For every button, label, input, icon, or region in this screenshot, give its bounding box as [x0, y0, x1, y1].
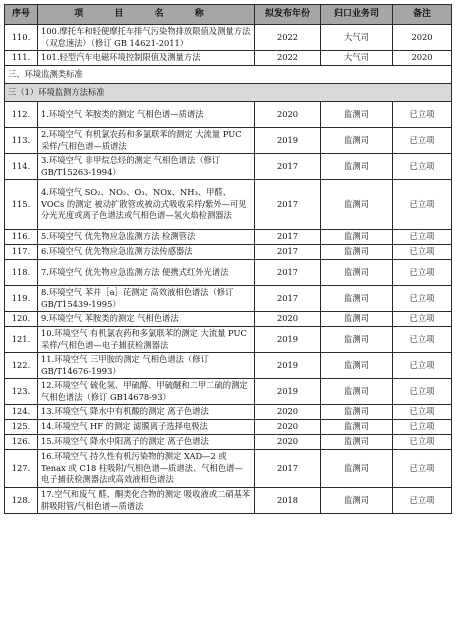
- row-no: 111.: [5, 51, 38, 66]
- row-note: 已立项: [393, 154, 452, 180]
- row-dept: 监测司: [321, 312, 393, 327]
- row-year: 2017: [255, 450, 321, 488]
- row-name: 3.环境空气 非甲烷总烃的测定 气相色谱法（修订 GB/T15263-1994）: [38, 154, 255, 180]
- row-name: 1.环境空气 苯胺类的测定 气相色谱—质谱法: [38, 102, 255, 128]
- row-no: 123.: [5, 379, 38, 405]
- row-dept: 监测司: [321, 379, 393, 405]
- table-row: [5, 260, 452, 286]
- row-no: 118.: [5, 260, 38, 286]
- row-year: 2019: [255, 379, 321, 405]
- row-no: 117.: [5, 245, 38, 260]
- row-note: 2020: [393, 25, 452, 51]
- row-note: 已立项: [393, 230, 452, 245]
- row-name: 7.环境空气 优先物应急监测方法 便携式红外光谱法: [38, 260, 255, 286]
- row-name: 13.环境空气 降水中有机酸的测定 离子色谱法: [38, 405, 255, 420]
- row-year: 2020: [255, 312, 321, 327]
- row-dept: 监测司: [321, 488, 393, 514]
- table-row: [5, 353, 452, 379]
- row-year: 2020: [255, 435, 321, 450]
- row-name: 101.轻型汽车电磁环境控制限值及测量方法: [38, 51, 255, 66]
- row-name: 14.环境空气 HF 的测定 滤膜离子选择电极法: [38, 420, 255, 435]
- row-dept: 监测司: [321, 327, 393, 353]
- row-no: 113.: [5, 128, 38, 154]
- subsection-row: [5, 84, 452, 102]
- row-note: 已立项: [393, 260, 452, 286]
- table-row: [5, 154, 452, 180]
- row-year: 2019: [255, 327, 321, 353]
- row-no: 127.: [5, 450, 38, 488]
- table-row: [5, 128, 452, 154]
- row-no: 120.: [5, 312, 38, 327]
- row-year: 2017: [255, 286, 321, 312]
- row-dept: 监测司: [321, 420, 393, 435]
- row-name: 16.环境空气 持久性有机污染物的测定 XAD—2 或 Tenax 或 C18 柱吸附/气相色谱—质谱法、气相色谱—电子捕获检测器法或高效液相色谱法: [38, 450, 255, 488]
- standards-table: [4, 4, 452, 514]
- row-dept: 大气司: [321, 25, 393, 51]
- row-name: 9.环境空气 苯胺类的测定 气相色谱法: [38, 312, 255, 327]
- row-no: 119.: [5, 286, 38, 312]
- header-dept: 归口业务司: [321, 5, 393, 25]
- row-name: 12.环境空气 硫化氢、甲硫醇、甲硫醚和二甲二硫的测定 气相色谱法（修订 GB14678-93）: [38, 379, 255, 405]
- row-no: 128.: [5, 488, 38, 514]
- table-row: [5, 230, 452, 245]
- section-row: [5, 66, 452, 84]
- row-year: 2020: [255, 405, 321, 420]
- row-year: 2020: [255, 102, 321, 128]
- row-dept: 大气司: [321, 51, 393, 66]
- table-row: [5, 286, 452, 312]
- row-no: 122.: [5, 353, 38, 379]
- row-name: 2.环境空气 有机氯农药和多氯联苯的测定 大流量 PUC 采样/气相色谱—质谱法: [38, 128, 255, 154]
- header-note: 备注: [393, 5, 452, 25]
- row-dept: 监测司: [321, 180, 393, 230]
- table-row: [5, 102, 452, 128]
- row-dept: 监测司: [321, 353, 393, 379]
- row-note: 已立项: [393, 435, 452, 450]
- row-no: 125.: [5, 420, 38, 435]
- row-dept: 监测司: [321, 230, 393, 245]
- header-no: 序号: [5, 5, 38, 25]
- table-row: [5, 450, 452, 488]
- table-row: [5, 488, 452, 514]
- row-dept: 监测司: [321, 128, 393, 154]
- row-name: 6.环境空气 优先物应急监测方法传感器法: [38, 245, 255, 260]
- row-year: 2022: [255, 25, 321, 51]
- header-name: 项 目 名 称: [38, 5, 255, 25]
- row-year: 2017: [255, 245, 321, 260]
- row-no: 112.: [5, 102, 38, 128]
- row-name: 4.环境空气 SO₂、NO₂、O₃、NOx、NH₃、甲醛、VOCs 的测定 被动扩散管或被动式吸收采样/紫外—可见分光光度或离子色谱法或气相色谱—氢火焰检测器法: [38, 180, 255, 230]
- table-row: [5, 180, 452, 230]
- row-year: 2020: [255, 420, 321, 435]
- row-name: 11.环境空气 三甲胺的测定 气相色谱法（修订 GB/T14676-1993）: [38, 353, 255, 379]
- row-year: 2019: [255, 128, 321, 154]
- row-no: 124.: [5, 405, 38, 420]
- row-name: 15.环境空气 降水中阳离子的测定 离子色谱法: [38, 435, 255, 450]
- header-row: [5, 5, 452, 25]
- row-note: 已立项: [393, 312, 452, 327]
- row-note: 已立项: [393, 128, 452, 154]
- table-row: [5, 245, 452, 260]
- row-year: 2017: [255, 230, 321, 245]
- row-name: 17.空气和废气 醛、酮类化合物的测定 吸收液或二硝基苯肼吸附管/气相色谱—质谱法: [38, 488, 255, 514]
- row-note: 已立项: [393, 488, 452, 514]
- row-no: 115.: [5, 180, 38, 230]
- row-dept: 监测司: [321, 405, 393, 420]
- row-name: 5.环境空气 优先物应急监测方法 检测管法: [38, 230, 255, 245]
- row-note: 已立项: [393, 450, 452, 488]
- row-note: 已立项: [393, 102, 452, 128]
- subsection-title: 三（1）环境监测方法标准: [5, 84, 452, 102]
- row-no: 114.: [5, 154, 38, 180]
- row-note: 已立项: [393, 353, 452, 379]
- row-no: 110.: [5, 25, 38, 51]
- table-row: [5, 435, 452, 450]
- row-note: 已立项: [393, 286, 452, 312]
- table-row: [5, 379, 452, 405]
- row-no: 121.: [5, 327, 38, 353]
- table-row: [5, 327, 452, 353]
- row-dept: 监测司: [321, 435, 393, 450]
- row-name: 100.摩托车和轻便摩托车排气污染物排放限值及测量方法（双怠速法）（修订 GB 14621-2011）: [38, 25, 255, 51]
- row-dept: 监测司: [321, 245, 393, 260]
- row-dept: 监测司: [321, 260, 393, 286]
- row-dept: 监测司: [321, 450, 393, 488]
- table-row: [5, 420, 452, 435]
- row-year: 2017: [255, 260, 321, 286]
- row-note: 已立项: [393, 180, 452, 230]
- table-row: [5, 312, 452, 327]
- row-dept: 监测司: [321, 286, 393, 312]
- row-note: 已立项: [393, 245, 452, 260]
- row-year: 2022: [255, 51, 321, 66]
- table-row: [5, 405, 452, 420]
- row-name: 10.环境空气 有机氯农药和多氯联苯的测定 大流量 PUC 采样/气相色谱—电子捕获检测器法: [38, 327, 255, 353]
- row-dept: 监测司: [321, 102, 393, 128]
- row-year: 2017: [255, 180, 321, 230]
- row-dept: 监测司: [321, 154, 393, 180]
- table-row: [5, 51, 452, 66]
- row-note: 已立项: [393, 405, 452, 420]
- row-note: 已立项: [393, 379, 452, 405]
- row-year: 2019: [255, 353, 321, 379]
- section-title: 三、环境监测类标准: [5, 66, 452, 84]
- row-note: 已立项: [393, 420, 452, 435]
- row-year: 2018: [255, 488, 321, 514]
- row-note: 已立项: [393, 327, 452, 353]
- row-name: 8.环境空气 苯并［a］芘测定 高效液相色谱法（修订 GB/T15439-1995）: [38, 286, 255, 312]
- row-note: 2020: [393, 51, 452, 66]
- table-row: [5, 25, 452, 51]
- row-year: 2017: [255, 154, 321, 180]
- row-no: 126.: [5, 435, 38, 450]
- row-no: 116.: [5, 230, 38, 245]
- header-year: 拟发布年份: [255, 5, 321, 25]
